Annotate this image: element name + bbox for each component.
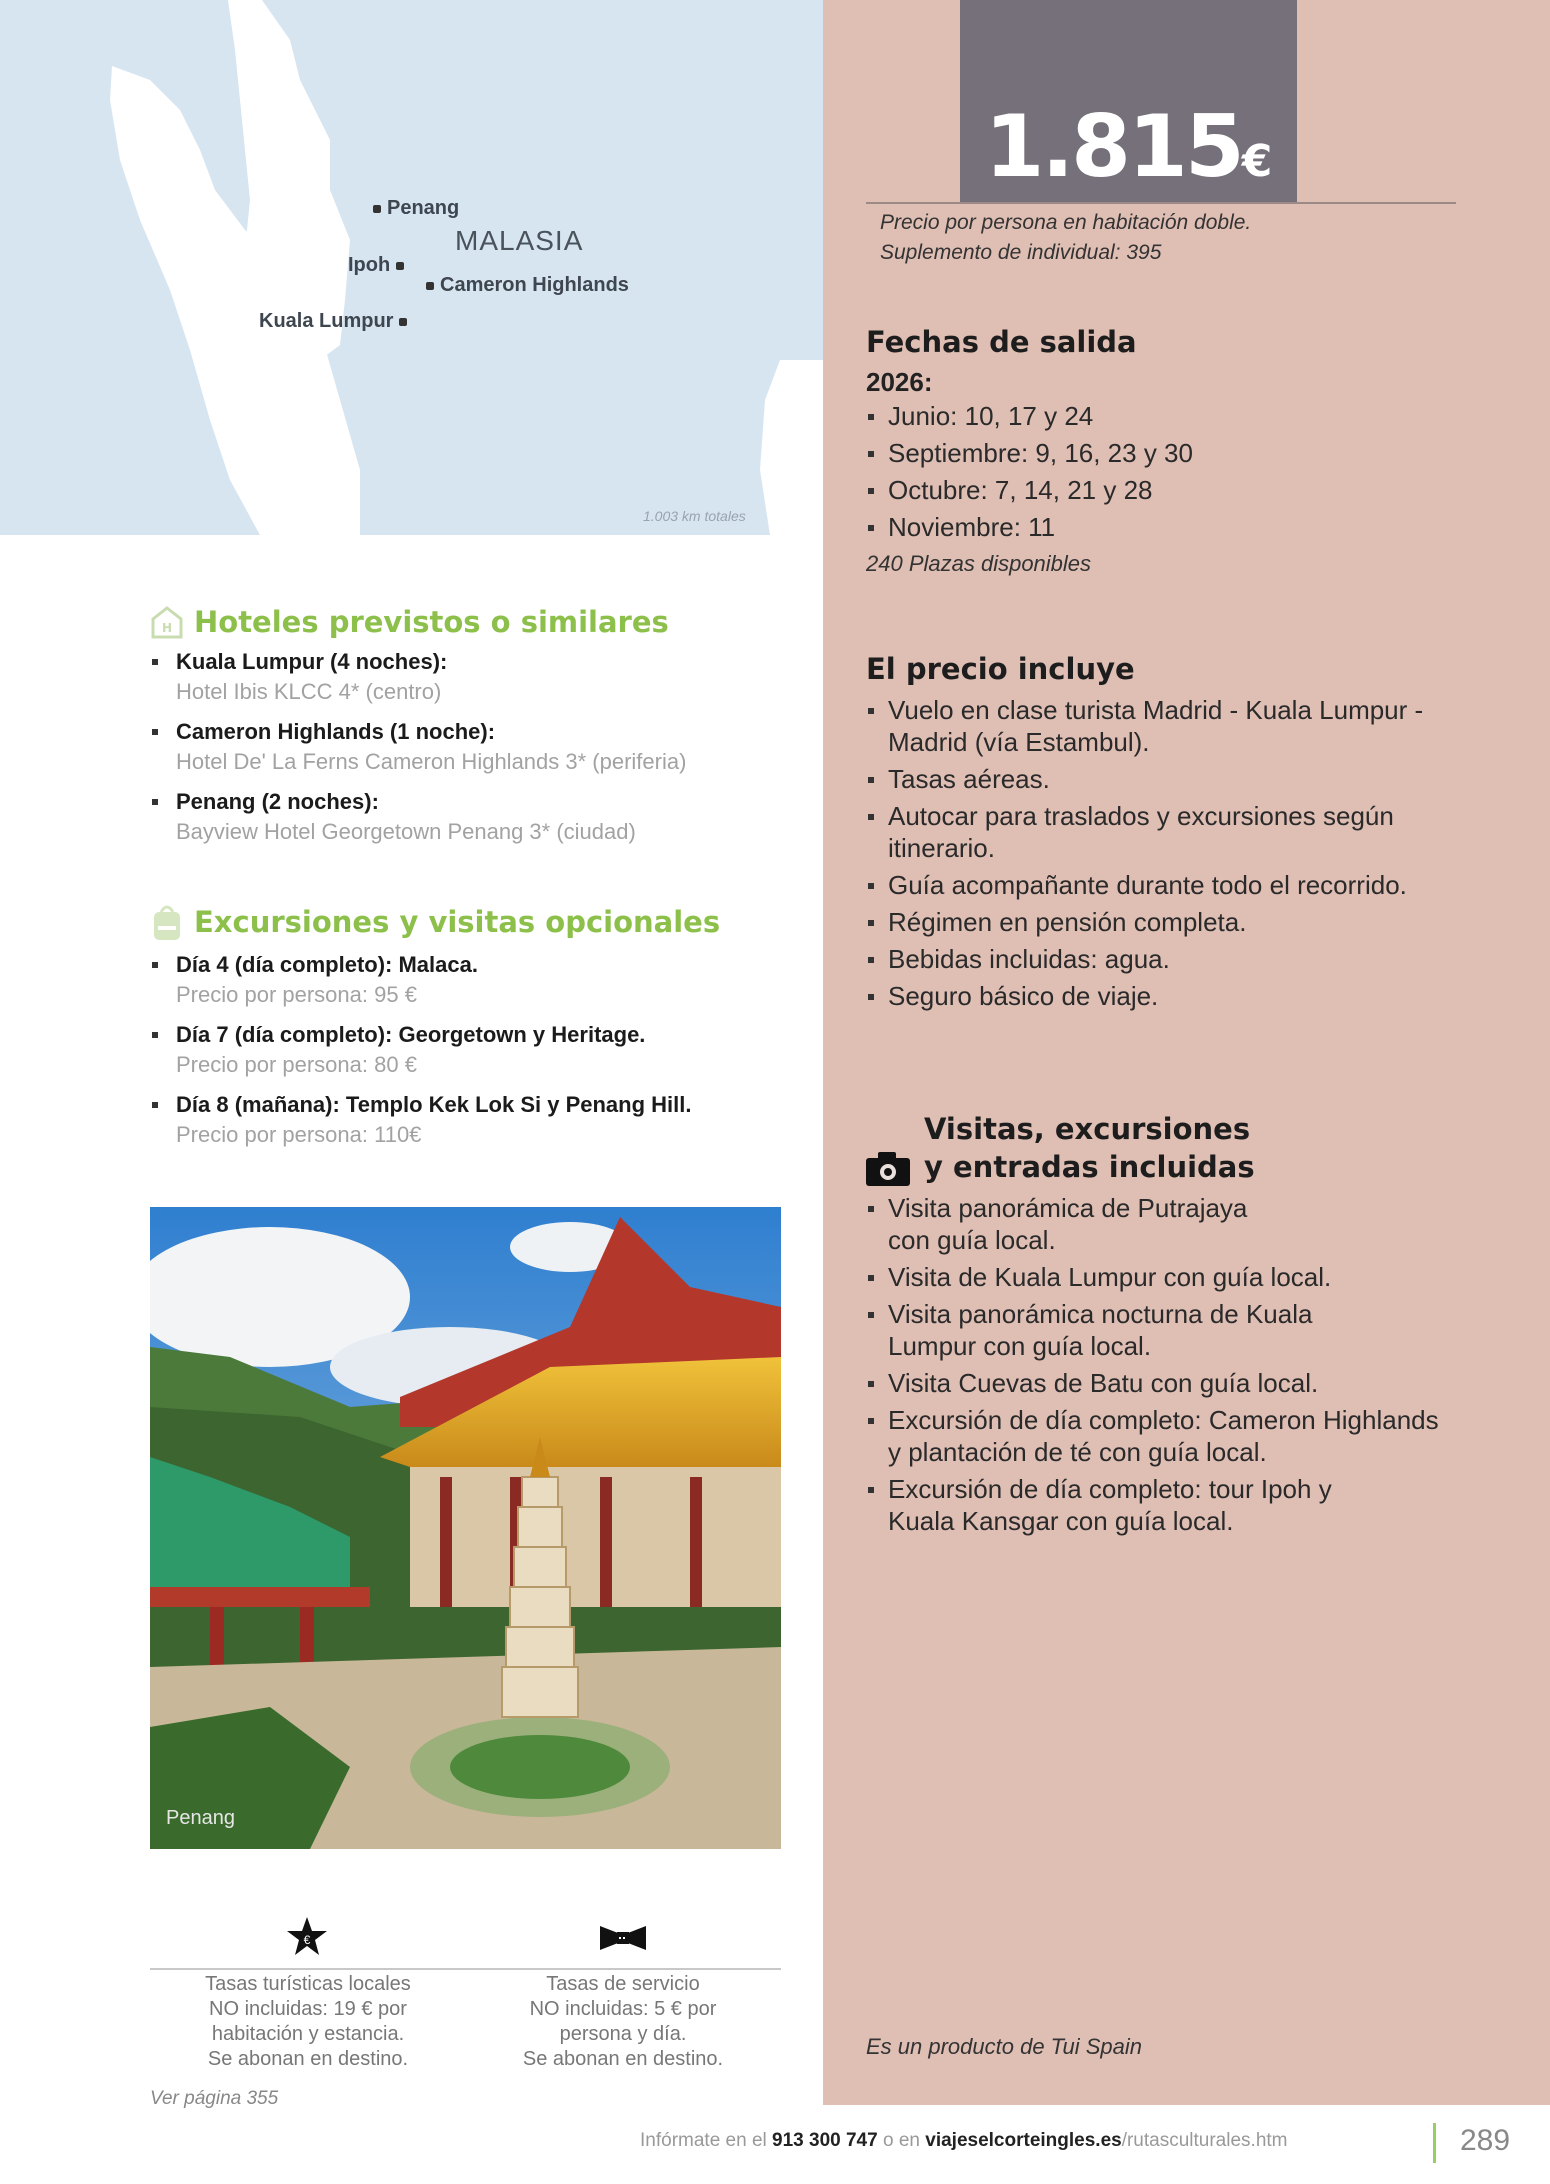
divider <box>866 202 1456 204</box>
list-item: Noviembre: 11 <box>866 511 1526 543</box>
includes-heading: El precio incluye <box>866 652 1135 686</box>
list-item: Vuelo en clase turista Madrid - Kuala Lumpur - Madrid (vía Estambul). <box>866 694 1426 758</box>
producer-note: Es un producto de Tui Spain <box>866 2034 1142 2059</box>
svg-text:H: H <box>161 621 173 635</box>
list-item: Excursión de día completo: tour Ipoh y Kuala Kansgar con guía local. <box>866 1473 1346 1537</box>
excursion-item: Día 4 (día completo): Malaca. Precio por persona: 95 € <box>150 950 790 1010</box>
hotel-icon <box>150 605 184 639</box>
list-item: Excursión de día completo: Cameron Highlands y plantación de té con guía local. <box>866 1404 1456 1468</box>
list-item: Visita panorámica nocturna de Kuala Lumpur con guía local. <box>866 1298 1386 1362</box>
optional-heading: Excursiones y visitas opcionales <box>194 905 721 939</box>
svg-text:€: € <box>303 1933 311 1947</box>
optional-excursions-section <box>150 902 790 1160</box>
map-country-label: MALASIA <box>455 225 584 256</box>
list-item: Régimen en pensión completa. <box>866 906 1426 938</box>
price-note <box>880 208 1251 268</box>
local-tourist-tax: Tasas turísticas locales NO incluidas: 19 € por habitación y estancia. Se abonan en destino. <box>205 1973 411 2070</box>
footer-divider <box>1433 2123 1436 2163</box>
route-map <box>0 0 823 535</box>
price-box <box>960 0 1297 203</box>
list-item: Visita panorámica de Putrajaya con guía local. <box>866 1192 1296 1256</box>
star-euro-icon <box>285 1915 329 1959</box>
list-item: Septiembre: 9, 16, 23 y 30 <box>866 437 1526 469</box>
single-supplement: Suplemento de individual: 395 <box>880 241 1162 264</box>
list-item: Visita de Kuala Lumpur con guía local. <box>866 1261 1466 1293</box>
camera-icon <box>866 1150 910 1186</box>
temple-image <box>150 1207 781 1849</box>
bowtie-icon <box>600 1924 646 1952</box>
footer-url-path[interactable]: /rutasculturales.htm <box>1121 2130 1288 2151</box>
see-page-link[interactable]: Ver página 355 <box>150 2088 279 2109</box>
photo-caption: Penang <box>166 1807 235 1829</box>
footer-domain-link[interactable]: viajeselcorteingles.es <box>925 2130 1122 2151</box>
info-panel <box>823 0 1550 2105</box>
list-item: Junio: 10, 17 y 24 <box>866 400 1526 432</box>
list-item: Seguro básico de viaje. <box>866 980 1426 1012</box>
seats-available: 240 Plazas disponibles <box>866 551 1092 576</box>
footer-phone[interactable]: 913 300 747 <box>772 2130 878 2151</box>
list-item: Tasas aéreas. <box>866 763 1426 795</box>
map-scale: 1.003 km totales <box>643 508 746 524</box>
footer-text: o en <box>877 2130 926 2151</box>
list-item: Guía acompañante durante todo el recorrido. <box>866 869 1426 901</box>
map-city-kuala-lumpur: Kuala Lumpur <box>259 310 413 333</box>
map-city-cameron: Cameron Highlands <box>426 274 629 297</box>
visits-heading-line1: Visitas, excursiones <box>924 1112 1251 1146</box>
includes-section <box>866 652 1526 1017</box>
excursion-item: Día 7 (día completo): Georgetown y Heritage. Precio por persona: 80 € <box>150 1020 790 1080</box>
penang-temple-photo <box>150 1207 781 1849</box>
footer <box>640 2130 1288 2152</box>
list-item: Bebidas incluidas: agua. <box>866 943 1426 975</box>
map-land <box>0 0 823 535</box>
hotel-item: Cameron Highlands (1 noche): Hotel De' La Ferns Cameron Highlands 3* (periferia) <box>150 717 790 777</box>
departures-heading: Fechas de salida <box>866 325 1137 359</box>
footer-text: Infórmate en el <box>640 2130 773 2151</box>
price-note-double: Precio por persona en habitación doble. <box>880 211 1252 234</box>
page-number: 289 <box>1460 2124 1511 2157</box>
list-item: Autocar para traslados y excursiones según itinerario. <box>866 800 1426 864</box>
map-city-penang: Penang <box>373 197 459 220</box>
hotels-heading: Hoteles previstos o similares <box>194 605 669 639</box>
hotel-item: Kuala Lumpur (4 noches): Hotel Ibis KLCC 4* (centro) <box>150 647 790 707</box>
visits-heading-line2: y entradas incluidas <box>924 1150 1255 1184</box>
service-tax: Tasas de servicio NO incluidas: 5 € por persona y día. Se abonan en destino. <box>522 1973 724 2070</box>
divider <box>150 1968 781 1970</box>
list-item: Octubre: 7, 14, 21 y 28 <box>866 474 1526 506</box>
backpack-icon <box>150 902 184 942</box>
hotels-section <box>150 605 790 857</box>
list-item: Visita Cuevas de Batu con guía local. <box>866 1367 1466 1399</box>
hotel-item: Penang (2 noches): Bayview Hotel Georgetown Penang 3* (ciudad) <box>150 787 790 847</box>
departures-year: 2026: <box>866 367 933 397</box>
excursion-item: Día 8 (mañana): Templo Kek Lok Si y Penang Hill. Precio por persona: 110€ <box>150 1090 790 1150</box>
departures-section <box>866 325 1526 579</box>
map-city-ipoh: Ipoh <box>348 254 410 277</box>
visits-section <box>866 1110 1536 1542</box>
price: 1.815€ <box>984 97 1273 197</box>
